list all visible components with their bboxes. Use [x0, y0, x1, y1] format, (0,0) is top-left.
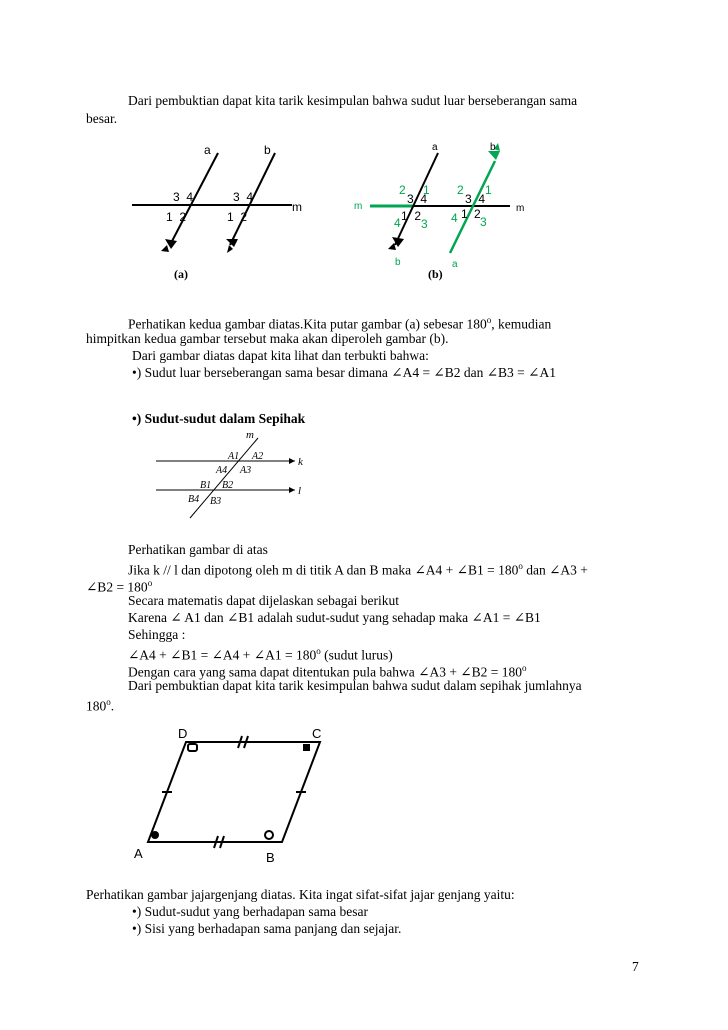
fig-c-A1: A1 [228, 451, 240, 462]
fig-a-label-a: a [204, 143, 211, 157]
para-1-line-2: besar. [86, 111, 118, 126]
fig-b-m-right: m [516, 203, 525, 214]
fig-b-top-a: a [432, 142, 438, 153]
para-2-line-1: Perhatikan kedua gambar diatas.Kita putar gambar (a) sebesar 180$^o$, kemudian [128, 315, 552, 332]
fig-c-l: l [298, 485, 302, 497]
para-4-bullet-1: •) Sudut-sudut yang berhadapan sama besar [132, 904, 369, 919]
fig-c-B4: B4 [188, 494, 200, 505]
fig-a-a-top: 3 4 [173, 190, 194, 204]
figure-b [350, 135, 530, 295]
para-1-line-1: Dari pembuktian dapat kita tarik kesimpulan bahwa sudut luar berseberangan sama [128, 93, 578, 108]
figure-a [120, 135, 320, 290]
fig-c-B1: B1 [200, 480, 212, 491]
para-2-line-2: himpitkan kedua gambar tersebut maka akan diperoleh gambar (b). [86, 331, 449, 346]
fig-a-caption: (a) [174, 267, 188, 281]
para-3-line-9: Dari pembuktian dapat kita tarik kesimpulan bahwa sudut dalam sepihak jumlahnya [128, 678, 582, 693]
vertex-C: C [312, 726, 322, 741]
para-3-line-1: Perhatikan gambar di atas [128, 542, 268, 557]
page-number: 7 [632, 959, 639, 974]
para-4-line-1: Perhatikan gambar jajargenjang diatas. Kita ingat sifat-sifat jajar genjang yaitu: [86, 887, 515, 902]
fig-c-m: m [246, 429, 254, 441]
fig-b-n1: 1 [423, 183, 430, 197]
vertex-A: A [134, 846, 143, 861]
para-3-line-10: 180$^o$. [86, 697, 115, 714]
fig-a-b-top: 3 4 [233, 190, 254, 204]
fig-b-n34: 3 4 [407, 192, 428, 206]
fig-b-n2: 2 [399, 183, 406, 197]
vertex-D: D [178, 726, 188, 741]
fig-a-b-bot: 1 2 [227, 210, 248, 224]
para-3-line-3: ∠B2 = $180^o$ [86, 578, 153, 595]
fig-b-n3: 3 [421, 217, 428, 231]
para-2-bullet: •) Sudut luar berseberangan sama besar dimana ∠A4 = ∠B2 dan ∠B3 = ∠A1 [132, 365, 556, 380]
fig-c-A4: A4 [216, 465, 228, 476]
para-3-line-8: Dengan cara yang sama dapat ditentukan pula bahwa ∠A3 + ∠B2 = $180^o$ [128, 663, 527, 680]
fig-a-label-b: b [264, 143, 271, 157]
fig-b-g3: 3 [480, 215, 487, 229]
heading-sudut-dalam-sepihak: •) Sudut-sudut dalam Sepihak [132, 411, 306, 426]
fig-b-g34: 3 4 [465, 192, 486, 206]
para-3-line-7: ∠A4 + ∠B1 = ∠A4 + ∠A1 = $180^o$ (sudut lurus) [128, 646, 393, 663]
fig-b-m-left: m [354, 201, 363, 212]
fig-a-label-m: m [292, 200, 302, 214]
fig-b-top-b: b [490, 142, 496, 153]
para-3-line-5: Karena ∠ A1 dan ∠B1 adalah sudut-sudut yang sehadap maka ∠A1 = ∠B1 [128, 610, 541, 625]
fig-c-B2: B2 [222, 480, 234, 491]
para-4-bullet-2: •) Sisi yang berhadapan sama panjang dan sejajar. [132, 921, 402, 936]
vertex-B: B [266, 850, 275, 865]
fig-b-caption: (b) [428, 267, 443, 281]
fig-b-bottom-b: b [395, 257, 401, 268]
fig-b-n12: 1 2 [401, 209, 422, 223]
para-3-line-4: Secara matematis dapat dijelaskan sebagai berikut [128, 593, 400, 608]
figure-parallel-lines [150, 428, 325, 523]
fig-b-g41: 4 [451, 211, 458, 225]
fig-c-B3: B3 [210, 496, 222, 507]
fig-b-g2: 2 [457, 183, 464, 197]
fig-b-g1: 1 [485, 183, 492, 197]
figure-parallelogram [130, 722, 340, 872]
fig-c-k: k [298, 456, 303, 468]
fig-b-g1b: 1 [461, 207, 468, 221]
fig-c-A2: A2 [252, 451, 264, 462]
fig-c-A3: A3 [240, 465, 252, 476]
para-2-line-3: Dari gambar diatas dapat kita lihat dan terbukti bahwa: [132, 348, 429, 363]
fig-b-n4: 4 [394, 216, 401, 230]
fig-a-a-bot: 1 2 [166, 210, 187, 224]
para-3-line-6: Sehingga : [128, 627, 186, 642]
para-3-line-2: Jika k // l dan dipotong oleh m di titik A dan B maka ∠A4 + ∠B1 = $180^o$ dan ∠A3 + [128, 561, 588, 578]
fig-b-g2b: 2 [474, 207, 481, 221]
fig-b-bottom-a: a [452, 259, 458, 270]
